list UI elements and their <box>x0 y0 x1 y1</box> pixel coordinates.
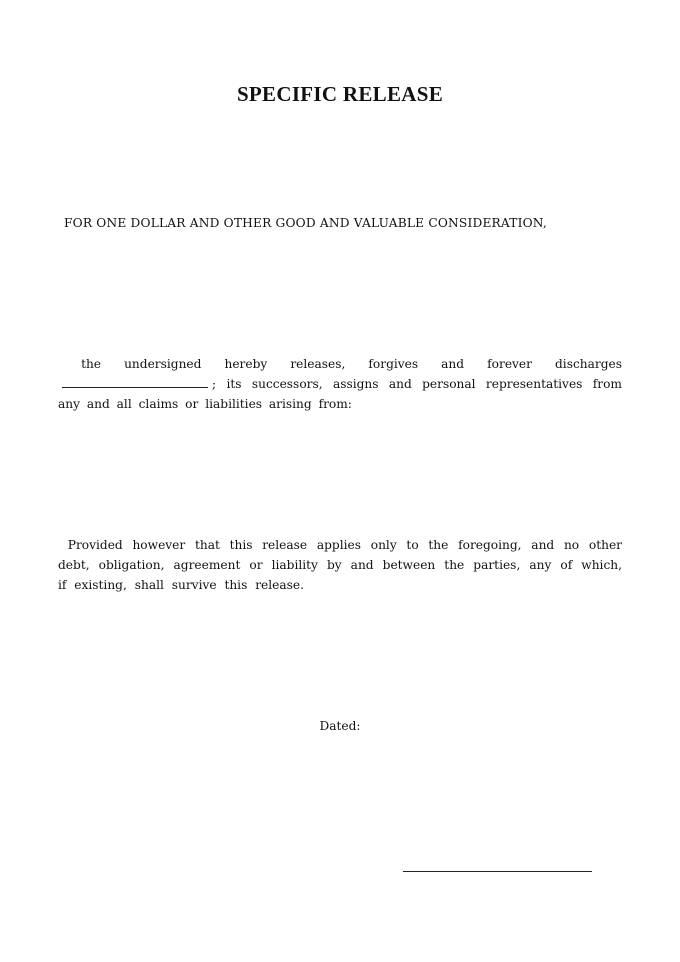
release-text-before-blank: the undersigned hereby releases, forgives and forever discharges <box>81 357 622 371</box>
dated-label: Dated: <box>319 719 361 733</box>
provided-clause <box>58 535 622 595</box>
consideration-line: FOR ONE DOLLAR AND OTHER GOOD AND VALUABLE CONSIDERATION, <box>64 216 547 230</box>
provided-clause-text: Provided however that this release applies only to the foregoing, and no other debt, obligation, agreement or liability by and between the parties, any of which, if existing, shall survive this release. <box>58 538 623 592</box>
release-text-after-blank: ; its successors, assigns and personal representatives from any and all claims or liabilities arising from: <box>58 377 622 411</box>
signature-line[interactable] <box>403 871 592 872</box>
releasee-blank-field[interactable] <box>62 375 208 388</box>
document-title: SPECIFIC RELEASE <box>236 82 444 106</box>
release-paragraph <box>58 354 622 414</box>
